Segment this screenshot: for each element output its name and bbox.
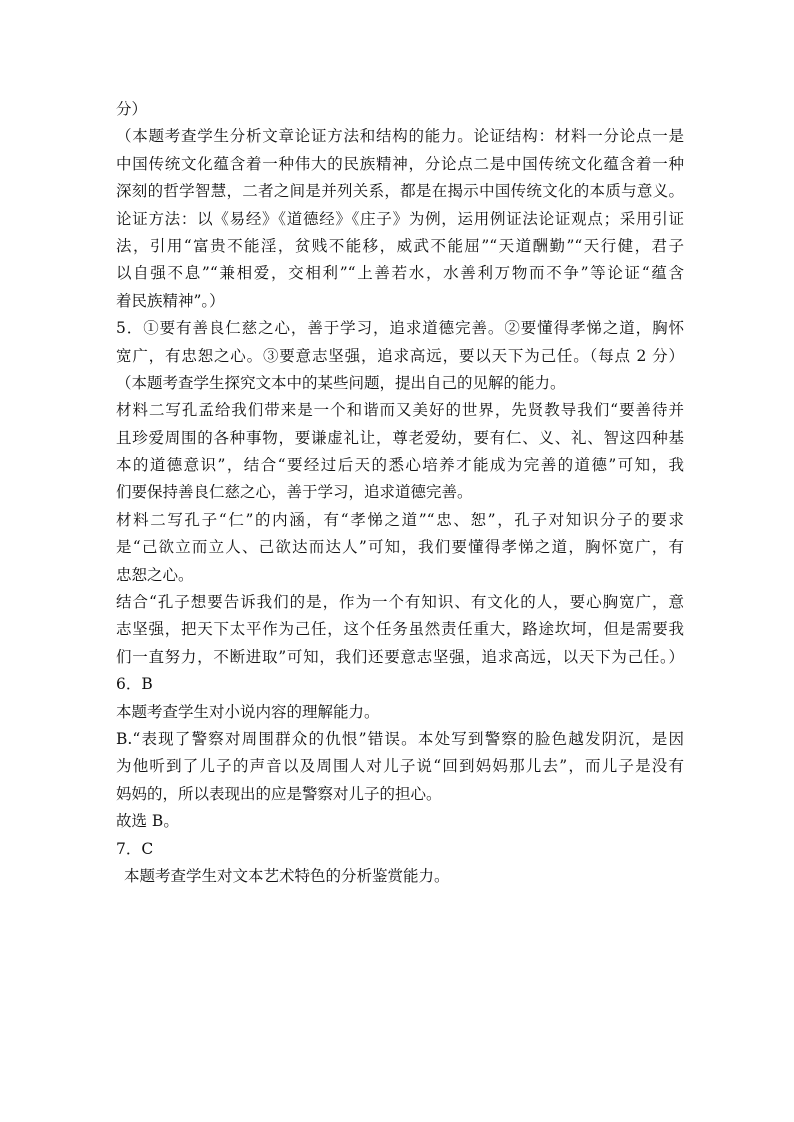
text-line: 忠恕之心。 — [116, 565, 194, 584]
text-line: （本题考查学生分析文章论证方法和结构的能力。论证结构：材料一分论点一是 — [116, 127, 684, 146]
text-line: 本题考查学生对小说内容的理解能力。 — [116, 702, 380, 721]
text-line: 法，引用“富贵不能淫，贫贱不能移，威武不能屈”“天道酬勤”“天行健，君子 — [116, 236, 684, 255]
text-line: 材料二写孔孟给我们带来是一个和谐而又美好的世界，先贤教导我们“要善待并 — [116, 401, 684, 420]
text-line: 志坚强，把天下太平作为己任，这个任务虽然责任重大，路途坎坷，但是需要我 — [116, 620, 684, 639]
answer-6-line: 6．B — [116, 675, 153, 694]
text-line: 分） — [116, 100, 148, 118]
text-line: 们一直努力，不断进取”可知，我们还要意志坚强，追求高远，以天下为己任。） — [116, 647, 684, 666]
text-line: （本题考查学生探究文本中的某些问题，提出自己的见解的能力。 — [116, 373, 566, 392]
text-line: 结合“孔子想要告诉我们的是，作为一个有知识、有文化的人，要心胸宽广，意 — [116, 593, 684, 612]
text-line: 是“己欲立而立人、己欲达而达人”可知，我们要懂得孝悌之道，胸怀宽广，有 — [116, 538, 684, 557]
answer-5-line: 5．①要有善良仁慈之心，善于学习，追求道德完善。②要懂得孝悌之道，胸怀 — [116, 319, 684, 338]
text-line: 材料二写孔子“仁”的内涵，有“孝悌之道”“忠、恕”，孔子对知识分子的要求 — [116, 510, 684, 529]
text-line: 中国传统文化蕴含着一种伟大的民族精神，分论点二是中国传统文化蕴含着一种 — [116, 154, 684, 173]
text-line: 本题考查学生对文本艺术特色的分析鉴赏能力。 — [124, 866, 450, 885]
text-line: 妈妈的，所以表现出的应是警察对儿子的担心。 — [116, 784, 442, 803]
text-line: 着民族精神”。） — [116, 291, 225, 310]
text-line: 深刻的哲学智慧，二者之间是并列关系，都是在揭示中国传统文化的本质与意义。 — [116, 182, 684, 201]
text-line: 且珍爱周围的各种事物，要谦虚礼让，尊老爱幼，要有仁、义、礼、智这四种基 — [116, 428, 684, 447]
text-line: 本的道德意识”，结合“要经过后天的悉心培养才能成为完善的道德”可知，我 — [116, 456, 684, 475]
text-line: 以自强不息”“兼相爱，交相利”“上善若水，水善利万物而不争”等论证“蕴含 — [116, 264, 684, 283]
text-line: B.“表现了警察对周围群众的仇恨”错误。本处写到警察的脸色越发阴沉，是因 — [116, 729, 684, 748]
text-line: 们要保持善良仁慈之心，善于学习，追求道德完善。 — [116, 483, 473, 502]
text-line: 为他听到了儿子的声音以及周围人对儿子说“回到妈妈那儿去”，而儿子是没有 — [116, 757, 684, 776]
text-line: 故选 B。 — [116, 812, 179, 831]
answer-7-line: 7．C — [116, 839, 154, 858]
text-line: 论证方法：以《易经》《道德经》《庄子》为例，运用例证法论证观点；采用引证 — [116, 209, 684, 228]
text-line: 宽广，有忠恕之心。③要意志坚强，追求高远，要以天下为己任。（每点 2 分） — [116, 346, 684, 365]
